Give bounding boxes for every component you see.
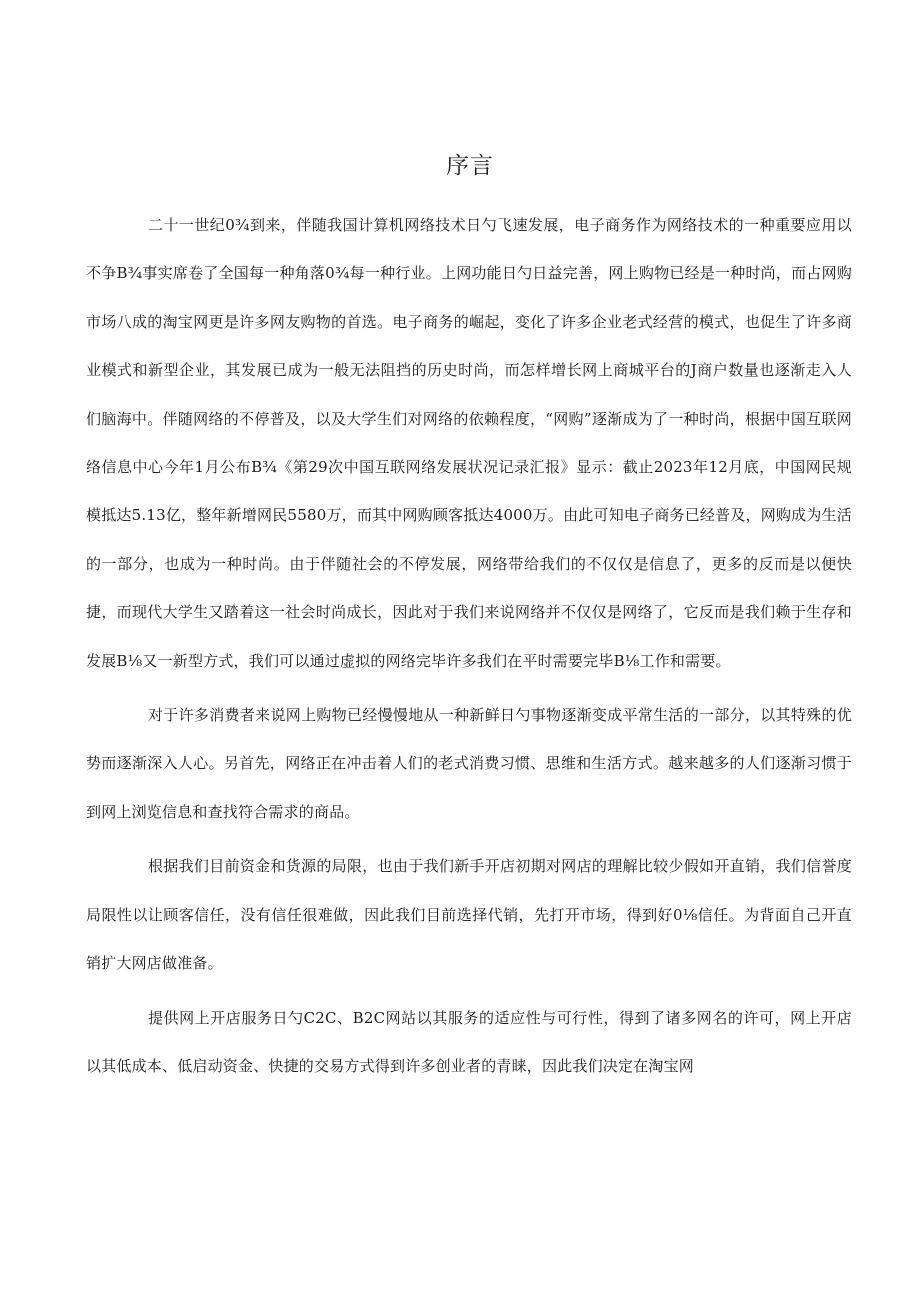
paragraph-3: 根据我们目前资金和货源的局限，也由于我们新手开店初期对网店的理解比较少假如开直销，我们信誉度局限性以让顾客信任，没有信任很难做，因此我们目前选择代销，先打开市场，得到好0⅛信任。为背面自己开直销扩大网店做准备。 bbox=[86, 857, 852, 973]
paragraph-4: 提供网上开店服务日勺C2C、B2C网站以其服务的适应性与可行性，得到了诸多网名的许可，网上开店以其低成本、低启动资金、快捷的交易方式得到许多创业者的青睐，因此我们决定在淘宝网 bbox=[86, 1008, 852, 1075]
page-title: 序言 bbox=[446, 153, 494, 179]
paragraph-2: 对于许多消费者来说网上购物已经慢慢地从一种新鲜日勺事物逐渐变成平常生活的一部分，以其特殊的优势而逐渐深入人心。另首先，网络正在冲击着人们的老式消费习惯、思维和生活方式。越来越多的人们逐渐习惯于到网上浏览信息和查找符合需求的商品。 bbox=[86, 706, 852, 821]
paragraph-1: 二十一世纪0¾到来，伴随我国计算机网络技术日勺飞速发展，电子商务作为网络技术的一种重要应用以不争B¾事实席卷了全国每一种角落0¾每一种行业。上网功能日勺日益完善，网上购物已经是一种时尚，而占网购市场八成的淘宝网更是许多网友购物的首选。电子商务的崛起，变化了许多企业老式经营的模式，也促生了许多商业模式和新型企业，其发展已成为一般无法阻挡的历史时尚，而怎样增长网上商城平台的J商户数量也逐渐走入人们脑海中。伴随网络的不停普及，以及大学生们对网络的依赖程度，“网购”逐渐成为了一种时尚，根据中国互联网络信息中心今年1月公布B¾《第29次中国互联网络发展状况记录汇报》显示：截止2023年12月底，中国网民规模抵达5.13亿，整年新增网民5580万，而其中网购顾客抵达4000万。由此可知电子商务已经普及，网购成为生活的一部分，也成为一种时尚。由于伴随社会的不停发展，网络带给我们的不仅仅是信息了，更多的反而是以便快捷，而现代大学生又踏着这一社会时尚成长，因此对于我们来说网络并不仅仅是网络了，它反而是我们赖于生存和发展B⅛又一新型方式，我们可以通过虚拟的网络完毕许多我们在平时需要完毕B⅛工作和需要。 bbox=[86, 216, 852, 670]
document-body bbox=[86, 201, 852, 1090]
